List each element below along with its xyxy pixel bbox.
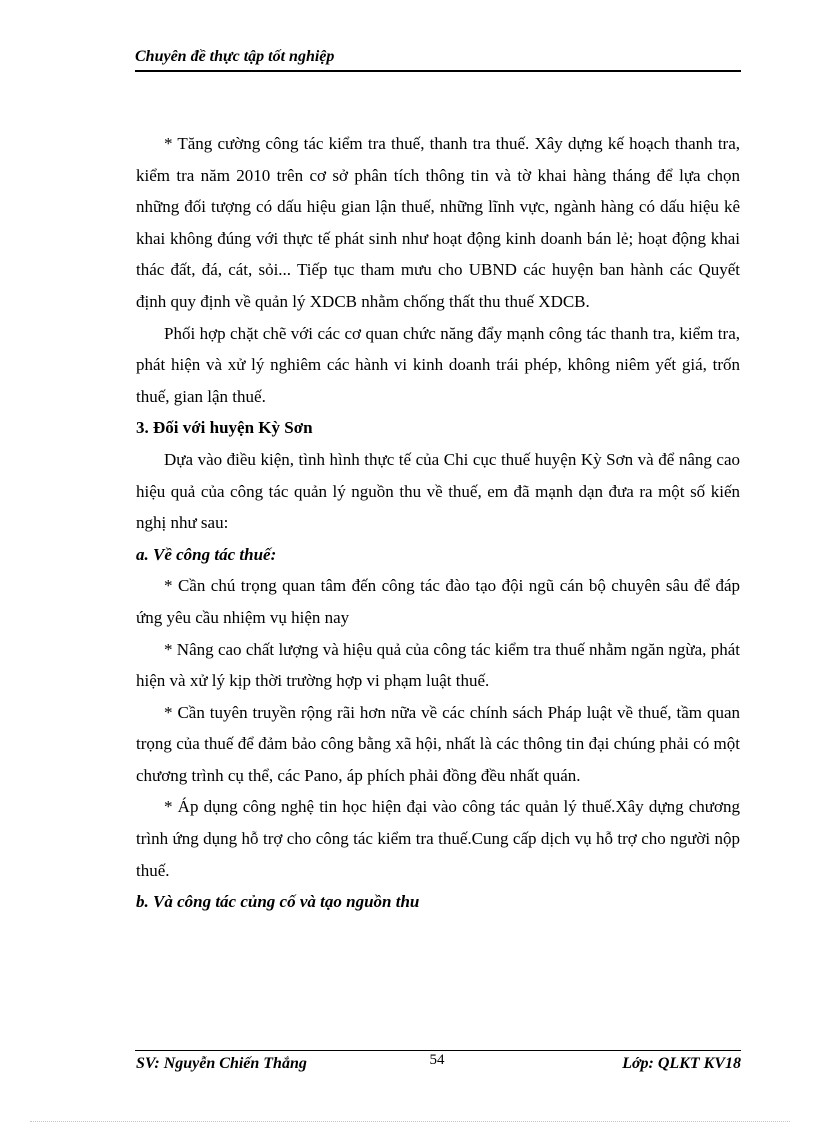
footer-student-name: SV: Nguyễn Chiến Thắng [136, 1055, 307, 1072]
subheading-tax-work: a. Về công tác thuế: [136, 544, 277, 564]
bullet-it-application: * Áp dụng công nghệ tin học hiện đại vào công tác quản lý thuế.Xây dựng chương trình ứng dụng hỗ trợ cho công tác kiểm tra thuế.Cung cấp dịch vụ hỗ trợ cho người nộp thuế. [136, 797, 740, 880]
header-divider [135, 70, 741, 72]
footer-class-label: Lớp: QLKT KV18 [622, 1055, 741, 1072]
bullet-staff-training: * Cần chú trọng quan tâm đến công tác đào tạo đội ngũ cán bộ chuyên sâu để đáp ứng yêu cầu nhiệm vụ hiện nay [136, 576, 740, 627]
subheading-revenue-sources: b. Và công tác củng cố và tạo nguồn thu [136, 892, 420, 912]
document-body [136, 128, 740, 918]
paragraph-recommendations-intro: Dựa vào điều kiện, tình hình thực tế của Chi cục thuế huyện Kỳ Sơn và để nâng cao hiệu quả của công tác quản lý nguồn thu về thuế, em đã mạnh dạn đưa ra một số kiến nghị như sau: [136, 449, 740, 533]
paragraph-coordination: Phối hợp chặt chẽ với các cơ quan chức năng đẩy mạnh công tác thanh tra, kiểm tra, phát hiện và xử lý nghiêm các hành vi kinh doanh trái phép, không niêm yết giá, trốn thuế, gian lận thuế. [136, 323, 740, 406]
bullet-propaganda: * Cần tuyên truyền rộng rãi hơn nữa về các chính sách Pháp luật về thuế, tầm quan trọng của thuế để đảm bảo công bằng xã hội, nhất là các thông tin đại chúng phải có một chương trình cụ thể, các Pano, áp phích phải đồng đều nhất quán. [136, 702, 740, 785]
footer-divider [135, 1050, 741, 1051]
document-header-title: Chuyên đề thực tập tốt nghiệp [135, 48, 335, 65]
section-heading-ky-son: 3. Đối với huyện Kỳ Sơn [136, 418, 313, 438]
bullet-inspection-quality: * Nâng cao chất lượng và hiệu quả của công tác kiểm tra thuế nhằm ngăn ngừa, phát hiện và xử lý kịp thời trường hợp vi phạm luật thuế. [136, 639, 740, 691]
page-number: 54 [429, 1052, 445, 1068]
page-edge-dotted-line [30, 1121, 790, 1122]
paragraph-tax-inspection: * Tăng cường công tác kiểm tra thuế, thanh tra thuế. Xây dựng kế hoạch thanh tra, kiểm tra năm 2010 trên cơ sở phân tích thông tin và tờ khai hàng tháng để lựa chọn những đối tượng có dấu hiệu gian lận thuế, những lĩnh vực, ngành hàng có dấu hiệu kê khai không đúng với thực tế phát sinh như hoạt động kinh doanh bán lẻ; hoạt động khai thác đất, đá, cát, sỏi... Tiếp tục tham mưu cho UBND các huyện ban hành các Quyết định quy định về quản lý XDCB nhằm chống thất thu thuế XDCB. [136, 134, 740, 311]
